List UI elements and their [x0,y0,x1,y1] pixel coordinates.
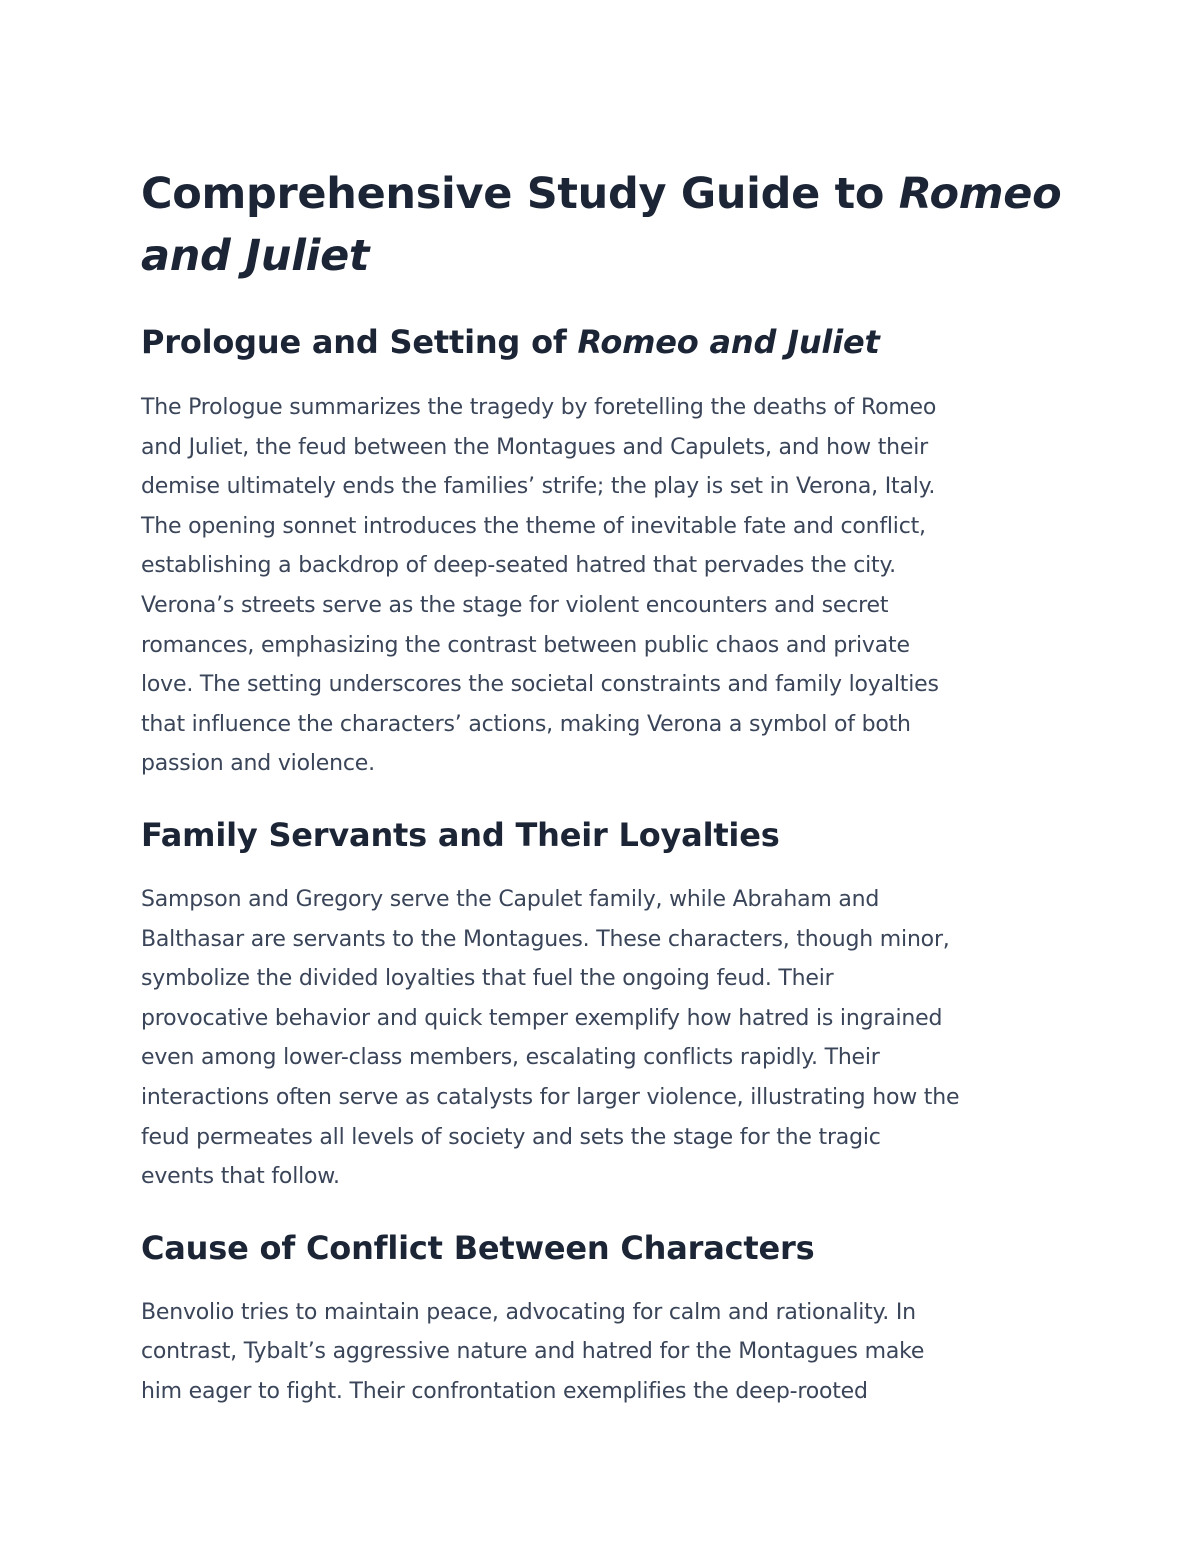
paragraph-line: feud permeates all levels of society and sets the stage for the tragic [141,1124,881,1150]
paragraph-line: and Juliet, the feud between the Montagues and Capulets, and how their [141,434,928,460]
document-title-italic: Romeo [898,169,1062,219]
document-title-italic-continued: and Juliet [141,231,370,281]
paragraph-line: even among lower-class members, escalating conflicts rapidly. Their [141,1045,880,1071]
paragraph-line: events that follow. [141,1164,340,1190]
paragraph-line: The opening sonnet introduces the theme of inevitable fate and conflict, [141,513,926,539]
paragraph-line: love. The setting underscores the societal constraints and family loyalties [141,672,939,698]
section-heading-italic: Romeo and Juliet [577,323,880,361]
paragraph-line: Verona’s streets serve as the stage for violent encounters and secret [141,592,889,618]
paragraph-line: The Prologue summarizes the tragedy by foretelling the deaths of Romeo [141,395,937,420]
document-title-text: Comprehensive Study Guide to [141,169,899,219]
paragraph-line: demise ultimately ends the families’ strife; the play is set in Verona, Italy. [141,474,936,500]
paragraph-line: that influence the characters’ actions, making Verona a symbol of both [141,711,911,737]
paragraph-line: Balthasar are servants to the Montagues. These characters, though minor, [141,926,950,952]
paragraph-line: Benvolio tries to maintain peace, advocating for calm and rationality. In [141,1299,916,1325]
paragraph-line: Sampson and Gregory serve the Capulet family, while Abraham and [141,886,880,912]
paragraph-line: symbolize the divided loyalties that fuel the ongoing feud. Their [141,966,834,992]
document-page [141,163,1066,1411]
paragraph-servants [141,880,1066,1197]
paragraph-line: him eager to fight. Their confrontation exemplifies the deep-rooted [141,1378,868,1404]
paragraph-line: interactions often serve as catalysts for larger violence, illustrating how the [141,1084,960,1110]
paragraph-prologue [141,388,1066,784]
section-heading-servants: Family Servants and Their Loyalties [141,815,780,854]
paragraph-conflict [141,1293,1066,1412]
paragraph-line: establishing a backdrop of deep-seated hatred that pervades the city. [141,553,896,579]
section-heading-text: Prologue and Setting of [141,323,578,361]
section-heading-conflict: Cause of Conflict Between Characters [141,1228,815,1267]
document-title [141,163,1066,287]
paragraph-line: contrast, Tybalt’s aggressive nature and hatred for the Montagues make [141,1339,925,1365]
paragraph-line: romances, emphasizing the contrast between public chaos and private [141,632,910,658]
paragraph-line: provocative behavior and quick temper exemplify how hatred is ingrained [141,1005,943,1031]
paragraph-line: passion and violence. [141,751,375,777]
section-heading-prologue [141,320,1066,364]
